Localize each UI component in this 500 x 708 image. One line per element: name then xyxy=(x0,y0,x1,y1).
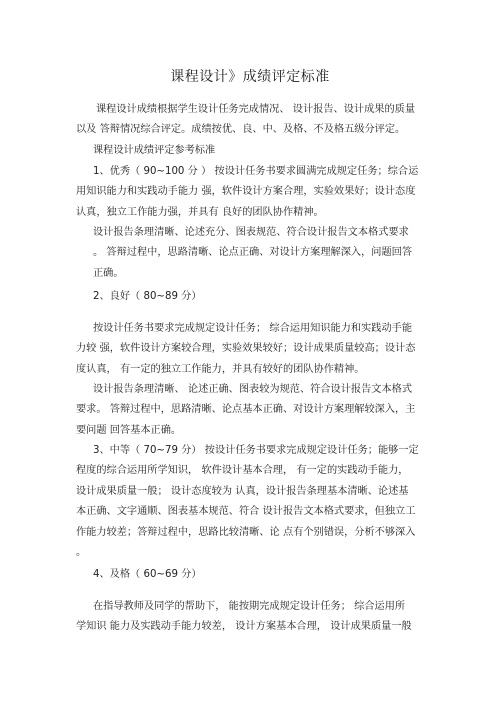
medium-paragraph: 3、中等（ 70~79 分） 按设计任务书要求完成规定设计任务；能够一定 程度的综合运用所学知识， 软件设计基本合理， 有一定的实践动手能力， 设计成果质量一般； 设计态度较为 认真，设计报告条理基本清晰、论述基 本正确、文字通顺、图表基本规范、符合 设计报告文本格式要求，但独立工 作能力较差；答辩过程中，思路比较清晰、论 点有个别错误，分析不够深入 。 xyxy=(76,445,419,559)
pass-paragraph: 在指导教师及同学的帮助下， 能按期完成规定设计任务； 综合运用所 学知识 能力及实践动手能力较差， 设计方案基本合理， 设计成果质量一般 xyxy=(76,601,412,633)
intro-paragraph: 课程设计成绩根据学生设计任务完成情况、 设计报告、设计成果的质量 以及 答辩情况综合评定。成绩按优、良、中、及格、不及格五级分评定。 xyxy=(76,104,416,136)
good-paragraph: 按设计任务书要求完成规定设计任务； 综合运用知识能力和实践动手能 力较 强，软件设计方案较合理，实验效果较好；设计成果质量较高；设计态 度认真， 有一定的独立工作能力，并具有较好的团队协作精神。 xyxy=(76,323,416,375)
pass-heading: 4、及格（ 60~69 分） xyxy=(93,569,202,580)
good-report-paragraph: 设计报告条理清晰、 论述正确、图表较为规范、符合设计报告文本格式 要求。 答辩过程中，思路清晰、论点基本正确、对设计方案理解较深入，主 要问题 回答基本正确。 xyxy=(76,384,416,436)
reference-heading: 课程设计成绩评定参考标准 xyxy=(93,145,216,156)
good-heading: 2、良好（ 80~89 分） xyxy=(93,291,202,302)
page-title: 课程设计》成绩评定标准 xyxy=(170,69,330,85)
excellent-report-paragraph: 设计报告条理清晰、论述充分、图表规范、符合设计报告文本格式要求 。 答辩过程中，思路清晰、论点正确、对设计方案理解深入，问题回答 正确。 xyxy=(93,227,413,279)
excellent-paragraph: 1、优秀（ 90~100 分 ） 按设计任务书要求圆满完成规定任务；综合运 用知识能力和实践动手能力 强，软件设计方案合理，实验效果好；设计态度 认真，独立工作能力强，并具有 良好的团队协作精神。 xyxy=(76,166,419,218)
